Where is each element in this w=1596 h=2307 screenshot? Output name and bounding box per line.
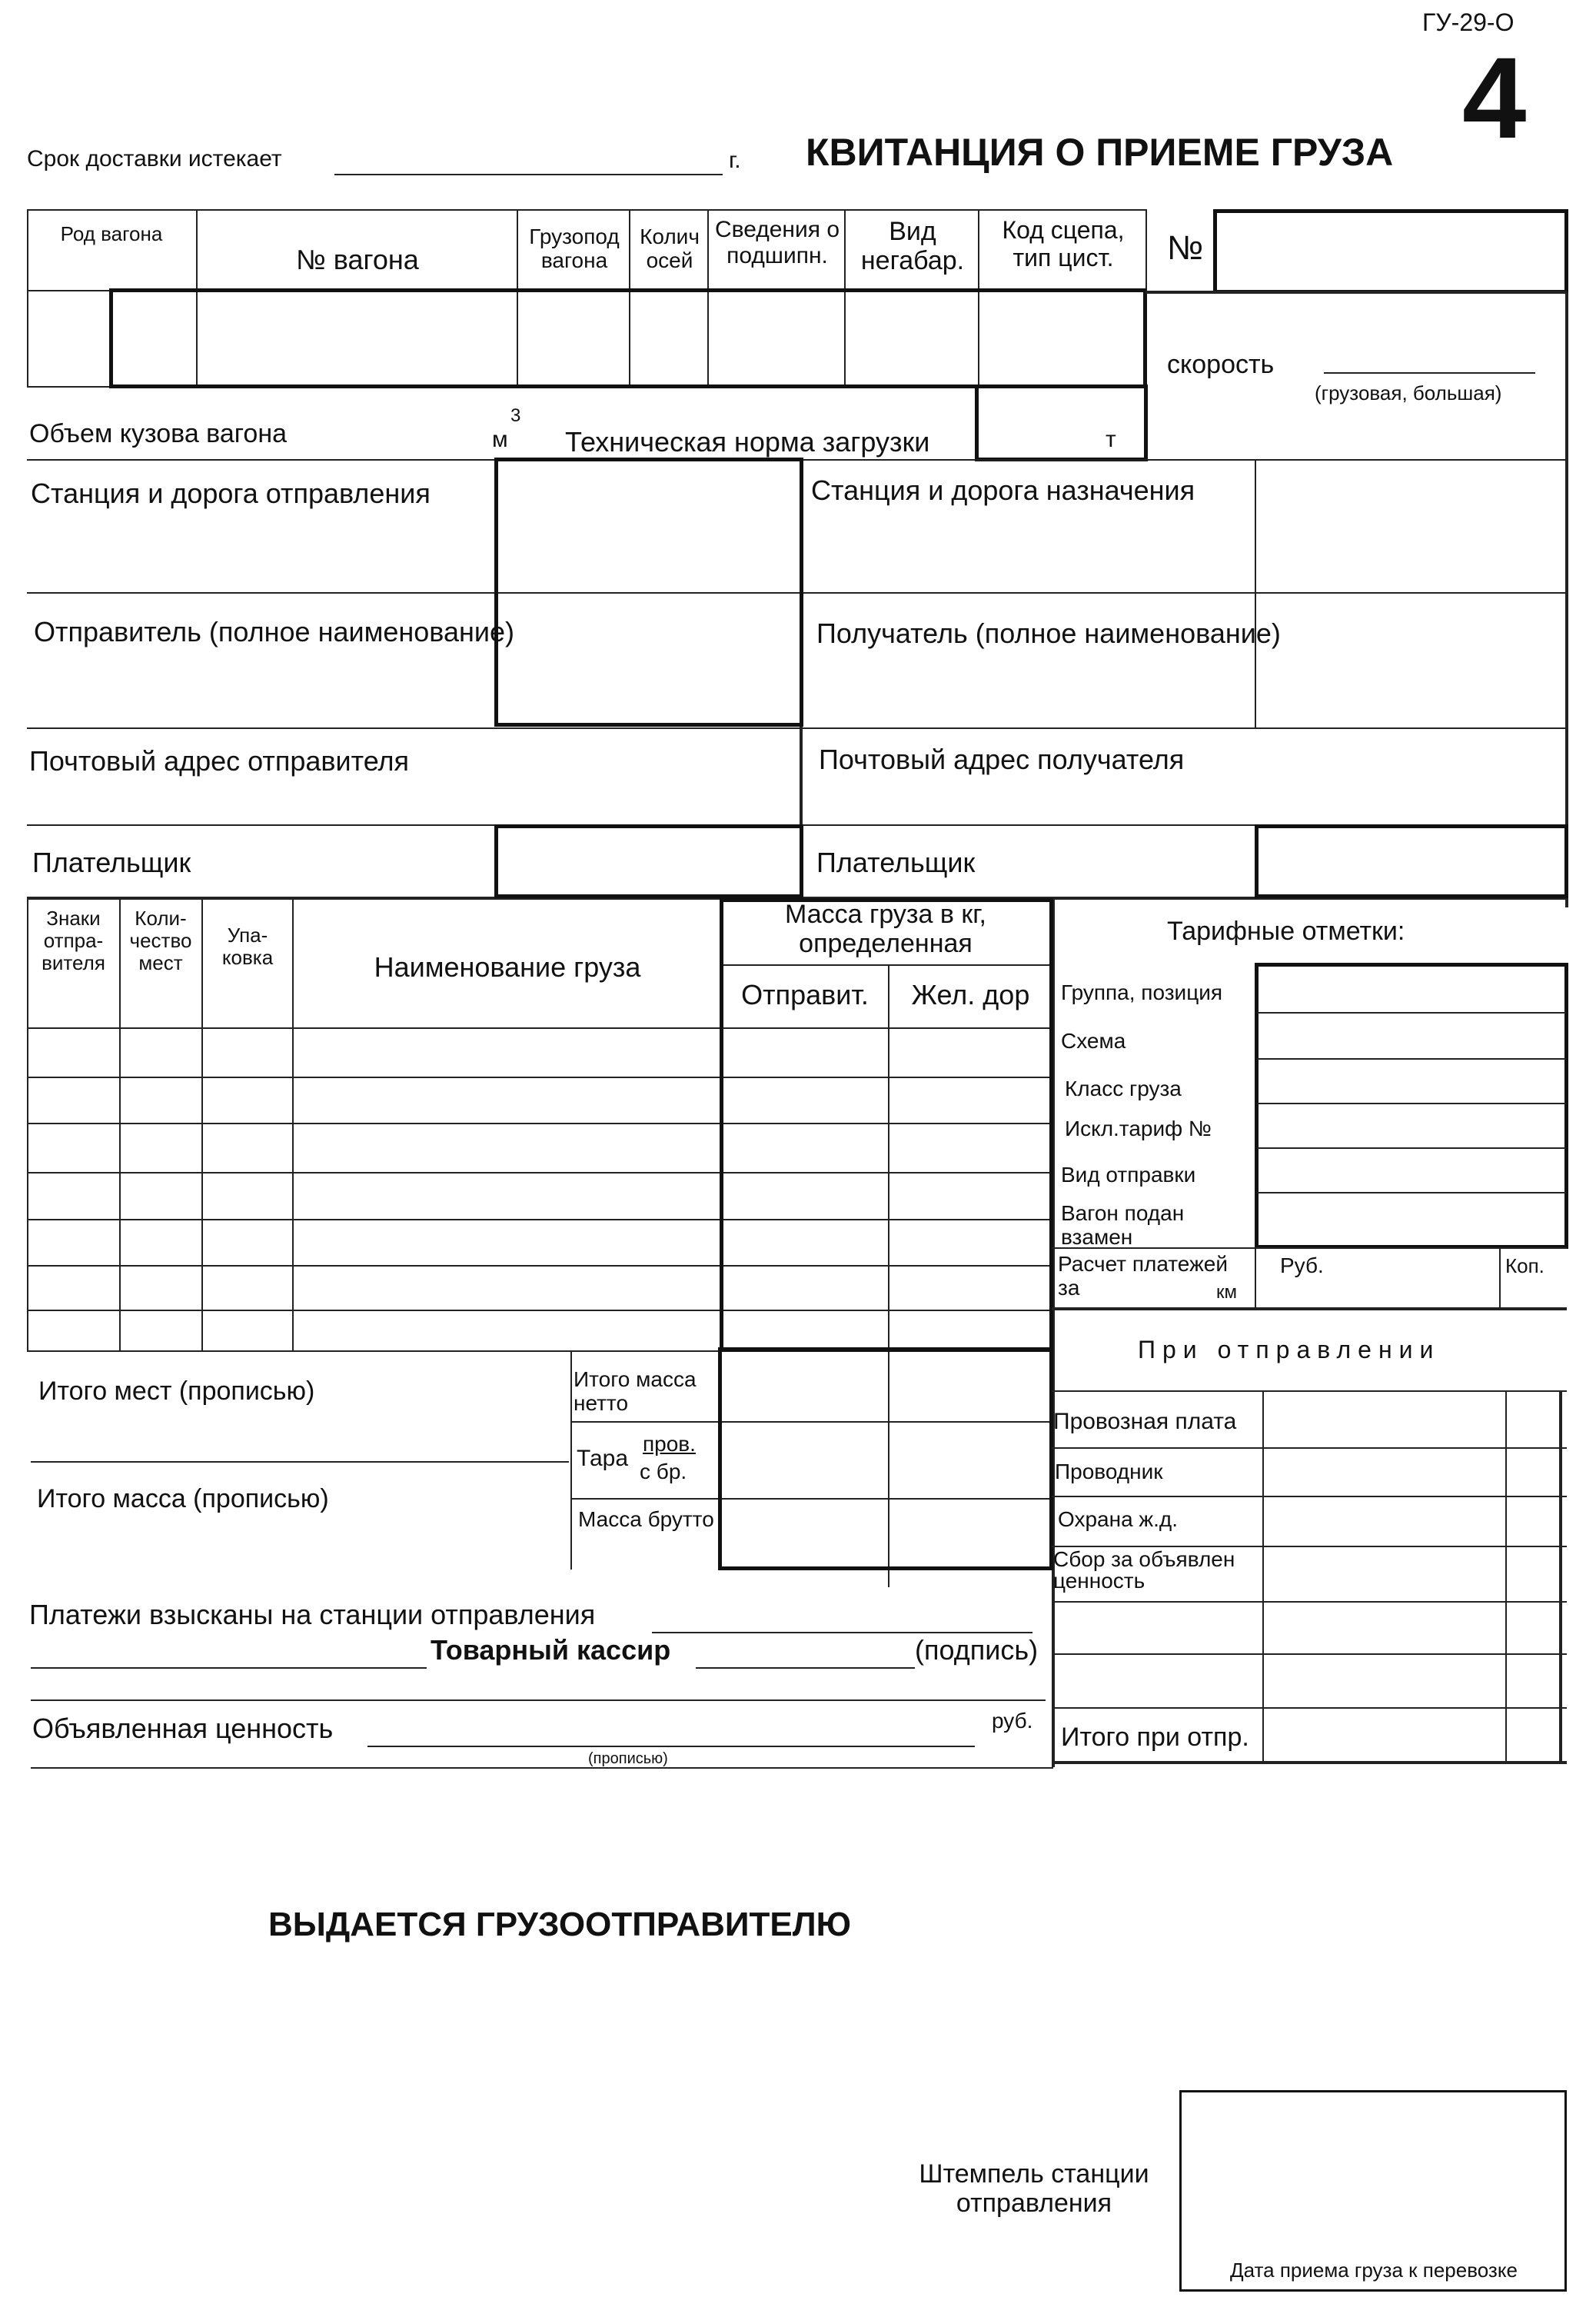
charge-label: Проводник [1055, 1460, 1163, 1483]
col-wagon-capacity: Грузопод вагона [529, 225, 620, 273]
speed-hint: (грузовая, большая) [1315, 381, 1502, 404]
wagon-table-left-line [27, 209, 28, 386]
declared-value-field[interactable] [367, 1713, 975, 1744]
payment-calc-divider [1499, 1247, 1501, 1309]
mass-columns-frame [720, 898, 1053, 1352]
issued-to-label: ВЫДАЕТСЯ ГРУЗООТПРАВИТЕЛЮ [268, 1906, 851, 1943]
departure-charges-title: При отправлении [1138, 1336, 1441, 1363]
total-places-line [31, 1461, 569, 1463]
tariff-replacement-field[interactable] [1259, 1195, 1564, 1246]
departure-station-label: Станция и дорога отправления [31, 478, 431, 509]
number-sign: № [1167, 229, 1204, 267]
tariff-row-label: Вагон подан взамен [1061, 1201, 1185, 1250]
col-cargo-name: Наименование груза [374, 951, 641, 983]
tariff-scheme-field[interactable] [1259, 1015, 1564, 1057]
total-mass-field[interactable] [200, 1507, 569, 1569]
tare-label: Тара [577, 1446, 629, 1471]
col-packing: Упа-ковка [221, 924, 274, 970]
charge-total-field[interactable] [1265, 1710, 1558, 1759]
charges-line [1052, 1390, 1567, 1392]
delivery-deadline-underline [334, 174, 723, 175]
sender-label: Отправитель (полное наименование) [34, 616, 515, 647]
charge-label: Охрана ж.д. [1058, 1507, 1179, 1531]
km-unit: км [1216, 1282, 1237, 1303]
delivery-deadline-field[interactable] [334, 138, 723, 172]
tare-stenciled: с бр. [640, 1460, 687, 1483]
charges-line [1052, 1653, 1567, 1655]
tariff-value-line [1257, 1192, 1566, 1193]
tariff-row-label: Группа, позиция [1061, 980, 1223, 1004]
net-mass-label: Итого масса нетто [574, 1367, 697, 1416]
charge-amount-field[interactable] [1265, 1549, 1558, 1600]
rub-label: Руб. [1280, 1253, 1324, 1277]
charges-line [1052, 1496, 1567, 1497]
col-marks: Знаки отпра-вителя [42, 907, 105, 975]
tariff-row-label: Класс груза [1065, 1077, 1182, 1100]
cashier-signature-field[interactable] [696, 1635, 915, 1667]
receipt-number-field[interactable] [1213, 209, 1568, 294]
payments-collected-field[interactable] [652, 1600, 1032, 1630]
footer-separator-line [31, 1699, 1046, 1701]
cashier-label: Товарный кассир [431, 1634, 671, 1666]
cashier-name-underline [31, 1667, 427, 1669]
charge-total-label: Итого при отпр. [1061, 1723, 1249, 1752]
kop-label: Коп. [1505, 1254, 1544, 1277]
charges-line [1052, 1601, 1567, 1603]
col-bearings: Сведения о подшипн. [714, 217, 840, 268]
declared-value-rub: руб. [992, 1709, 1033, 1733]
charge-amount-field[interactable] [1265, 1499, 1558, 1543]
year-suffix: г. [729, 148, 741, 173]
volume-unit-power: 3 [510, 405, 521, 426]
cargo-left-line [27, 898, 28, 1352]
charges-line [1052, 1447, 1567, 1449]
payment-calc-top-line [1052, 1247, 1567, 1249]
body-volume-label: Объем кузова вагона [29, 419, 288, 448]
receiver-address-label: Почтовый адрес получателя [819, 744, 1185, 775]
destination-station-label: Станция и дорога назначения [811, 474, 1195, 506]
tariff-class-field[interactable] [1259, 1061, 1564, 1101]
payer-right-label: Плательщик [816, 847, 976, 878]
receiver-address-field[interactable] [1061, 731, 1561, 823]
copy-number: 4 [1462, 33, 1527, 162]
destination-code-divider [1255, 459, 1256, 728]
acceptance-date-label: Дата приема груза к перевозке [1230, 2259, 1518, 2282]
tariff-row-label: Искл.тариф № [1065, 1117, 1212, 1140]
declared-value-underline [367, 1746, 975, 1747]
declared-value-label: Объявленная ценность [32, 1713, 334, 1744]
payer-left-code-field[interactable] [494, 824, 803, 898]
tariff-group-field[interactable] [1259, 967, 1564, 1010]
payments-collected-underline [652, 1632, 1032, 1633]
charges-bottom-line [1052, 1761, 1567, 1764]
charges-divider [1262, 1390, 1264, 1761]
payments-collected-label: Платежи взысканы на станции отправления [29, 1599, 596, 1630]
sender-address-field[interactable] [284, 731, 796, 823]
col-wagon-number: № вагона [296, 244, 419, 275]
col-axles: Колич осей [640, 225, 700, 273]
tech-norm-label: Техническая норма загрузки [565, 426, 930, 458]
col-places: Коли-чество мест [129, 907, 192, 975]
signature-hint: (подпись) [915, 1634, 1039, 1666]
destination-receiver-field[interactable] [1257, 461, 1564, 727]
charge-label: Провозная плата [1053, 1409, 1237, 1434]
tariff-value-line [1257, 1058, 1566, 1060]
tariff-row-label: Схема [1061, 1029, 1126, 1053]
speed-label: скорость [1167, 350, 1275, 379]
tariff-value-line [1257, 1012, 1566, 1014]
col-oversize: Вид негабар. [860, 217, 965, 276]
col-mass-railway: Жел. дор [911, 979, 1030, 1010]
payer-right-code-field[interactable] [1255, 824, 1568, 898]
tariff-row-label: Вид отправки [1061, 1163, 1196, 1187]
col-mass-sender: Отправит. [741, 979, 869, 1010]
tariff-shipment-type-field[interactable] [1259, 1150, 1564, 1190]
total-places-field[interactable] [200, 1407, 569, 1460]
right-border-line [1565, 292, 1568, 907]
tariff-title: Тарифные отметки: [1167, 917, 1405, 946]
total-places-label: Итого мест (прописью) [38, 1377, 315, 1406]
payment-calc-divider [1255, 1247, 1256, 1309]
charges-line [1052, 1707, 1567, 1709]
wagon-data-row[interactable] [109, 288, 1147, 388]
charges-right-line [1559, 1390, 1562, 1763]
gross-mass-label: Масса брутто [578, 1507, 714, 1531]
col-mass-group: Масса груза в кг, определенная [785, 900, 986, 959]
receiver-label: Получатель (полное наименование) [816, 618, 1281, 649]
parties-line [27, 727, 1567, 729]
charge-amount-field[interactable] [1265, 1393, 1558, 1446]
tariff-value-line [1257, 1147, 1566, 1149]
col-wagon-type: Род вагона [60, 222, 163, 245]
departure-sender-field[interactable] [494, 458, 803, 727]
tech-norm-field[interactable] [975, 384, 1148, 461]
charge-label: Сбор за объявлен ценность [1053, 1547, 1235, 1593]
form-title: КВИТАНЦИЯ О ПРИЕМЕ ГРУЗА [806, 131, 1394, 174]
totals-label-divider [570, 1350, 572, 1570]
total-mass-label: Итого масса (прописью) [37, 1484, 329, 1513]
charge-amount-field[interactable] [1265, 1450, 1558, 1493]
ton-unit: т [1106, 427, 1116, 452]
sender-address-label: Почтовый адрес отправителя [29, 745, 410, 777]
speed-field[interactable] [1324, 345, 1535, 372]
mass-totals-frame[interactable] [718, 1347, 1053, 1570]
in-words-hint: (прописью) [588, 1750, 668, 1767]
payment-calc-bottom-line [1052, 1307, 1567, 1310]
stamp-label: Штемпель станции отправления [919, 2159, 1149, 2219]
col-coupling: Код сцепа, тип цист. [1002, 216, 1125, 271]
right-block-line [1145, 291, 1567, 294]
delivery-deadline-label: Срок доставки истекает [27, 146, 282, 171]
form-bottom-line [31, 1767, 1053, 1769]
tariff-exception-field[interactable] [1259, 1106, 1564, 1146]
tare-checked: пров. [643, 1432, 696, 1456]
tariff-value-line [1257, 1103, 1566, 1104]
form-code: ГУ-29-О [1422, 8, 1515, 36]
payment-calc-label: Расчет платежей за [1058, 1252, 1229, 1300]
payer-left-label: Плательщик [32, 847, 191, 878]
speed-underline [1324, 372, 1535, 374]
volume-unit: м [492, 427, 508, 452]
cashier-signature-underline [696, 1667, 915, 1669]
